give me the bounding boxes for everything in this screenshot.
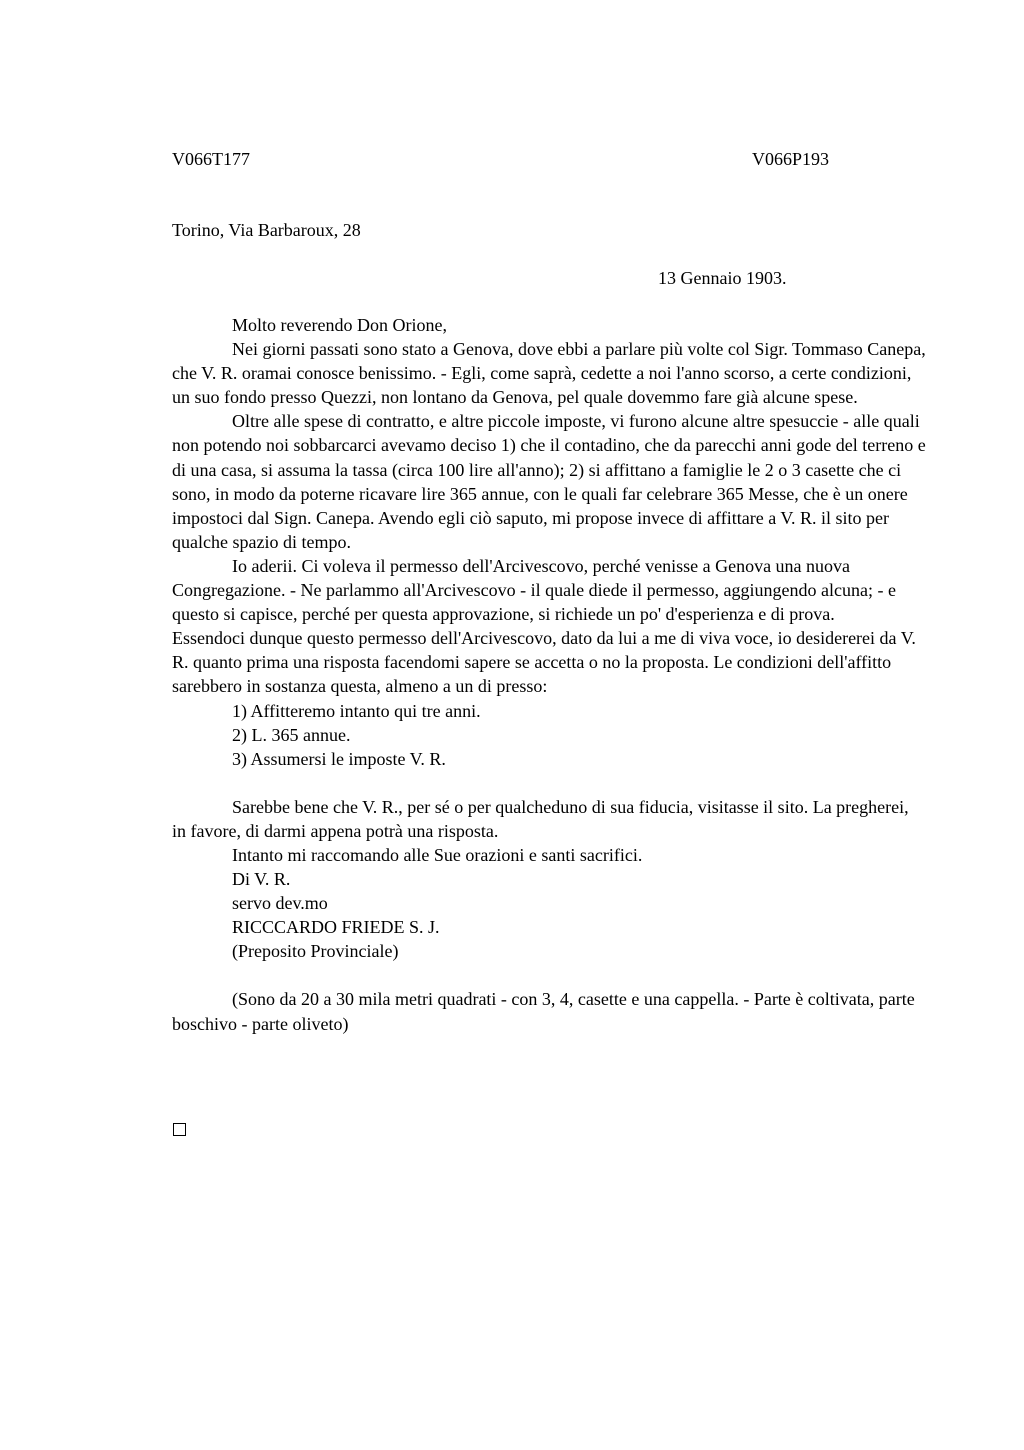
spacer xyxy=(172,771,927,795)
condition-3: 3) Assumersi le imposte V. R. xyxy=(232,748,446,769)
signature-title: (Preposito Provinciale) xyxy=(232,941,399,962)
reference-code-left: V066T177 xyxy=(172,149,250,169)
letter-date: 13 Gennaio 1903. xyxy=(658,268,787,288)
empty-square-icon xyxy=(173,1123,186,1136)
signature-name: RICCCARDO FRIEDE S. J. xyxy=(232,917,440,938)
letter-body xyxy=(172,313,927,1036)
condition-2: 2) L. 365 annue. xyxy=(232,724,351,745)
condition-1: 1) Affitteremo intanto qui tre anni. xyxy=(232,700,481,721)
paragraph-1: Nei giorni passati sono stato a Genova, dove ebbi a parlare più volte col Sigr. Tommaso Canepa, che V. R. oramai conosce benissimo. - Egli, come saprà, cedette a noi l'anno scorso, a certe condizioni, un suo fondo presso Quezzi, non lontano da Genova, pel quale dovemmo fare già alcune spese. xyxy=(172,339,926,408)
paragraph-4: Essendoci dunque questo permesso dell'Arcivescovo, dato da lui a me di viva voce, io desidererei da V. R. quanto prima una risposta facendomi sapere se accetta o no la proposta. Le condizioni dell'affitto sarebbero in sostanza questa, almeno a un di presso: xyxy=(172,628,916,697)
salutation: Molto reverendo Don Orione, xyxy=(232,315,447,335)
signoff-line-3: servo dev.mo xyxy=(232,893,328,914)
signoff-line-2: Di V. R. xyxy=(232,869,291,890)
paragraph-2: Oltre alle spese di contratto, e altre piccole imposte, vi furono alcune altre spesuccie - alle quali non potendo noi sobbarcarci avevamo deciso 1) che il contadino, che da parecchi anni gode del terreno e di una casa, si assuma la tassa (circa 100 lire all'anno); 2) si affittano a famiglie le 2 o 3 casette che ci sono, in modo da poterne ricavare lire 365 annue, con le quali far celebrare 365 Messe, che è un onere impostoci dal Sign. Canepa. Avendo egli ciò saputo, mi propose invece di affittare a V. R. il sito per qualche spazio di tempo. xyxy=(172,411,926,552)
postscript: (Sono da 20 a 30 mila metri quadrati - con 3, 4, casette e una cappella. - Parte è coltivata, parte boschivo - parte oliveto) xyxy=(172,989,915,1034)
closing-paragraph: Sarebbe bene che V. R., per sé o per qualcheduno di sua fiducia, visitasse il sito. La pregherei, in favore, di darmi appena potrà una risposta. xyxy=(172,796,909,841)
paragraph-3: Io aderii. Ci voleva il permesso dell'Arcivescovo, perché venisse a Genova una nuova Congregazione. - Ne parlammo all'Arcivescovo - il quale diede il permesso, aggiungendo alcuna; - e questo si capisce, perché per questa approvazione, si richiede un po' d'esperienza e di prova. xyxy=(172,555,896,625)
sender-address: Torino, Via Barbaroux, 28 xyxy=(172,220,361,240)
spacer xyxy=(172,963,927,987)
reference-code-right: V066P193 xyxy=(752,149,830,169)
signoff-line-1: Intanto mi raccomando alle Sue orazioni e santi sacrifici. xyxy=(232,844,643,865)
